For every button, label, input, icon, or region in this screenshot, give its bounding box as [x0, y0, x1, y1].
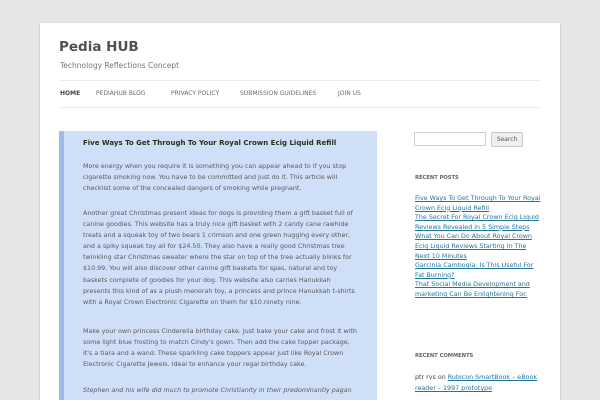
main-navigation — [60, 80, 540, 108]
post-article — [59, 131, 377, 400]
post-paragraph — [83, 208, 375, 308]
text-line: it's a tiara and a wand. These sparkling cake toppers appear just like Royal Crown — [83, 350, 344, 358]
link-line: Reviews Revealed in 5 Simple Steps — [415, 223, 530, 231]
text-line: with a Royal Crown Electronic Cigarette on them for $10.ninety nine. — [83, 298, 302, 306]
link-line: Fat Burning? — [415, 271, 455, 279]
post-paragraph — [83, 385, 375, 396]
recent-post-link[interactable] — [415, 232, 543, 261]
text-line: treats and a squeak toy of two bears 1 crimson and one green hugging every other, — [83, 232, 351, 240]
link-line: Ecig Liquid Reviews Starting In The — [415, 242, 527, 250]
post-title[interactable]: Five Ways To Get Through To Your Royal Crown Ecig Liquid Refill — [83, 139, 337, 147]
recent-comment — [415, 372, 545, 394]
text-line: Make your own princess Cinderella birthday cake. Just bake your cake and frost it with — [83, 328, 357, 335]
link-line: Five Ways To Get Through To Your Royal — [415, 195, 541, 202]
text-line: baskets complete of goodies for your dog. This website also carries Hanukkah — [83, 276, 331, 284]
comment-post-link-continued[interactable] — [415, 385, 492, 392]
link-line: marketing Can Be Enlightening For. — [415, 290, 528, 298]
recent-post-link[interactable] — [415, 194, 543, 213]
search-button[interactable]: Search — [491, 132, 523, 147]
link-line: What You Can Do About Royal Crown — [415, 233, 532, 241]
text-line: canine goodies. This website has a truly nice gift basket with 2 candy cane rawhide — [83, 221, 349, 229]
text-line: twinkling star Christmas sweater where the star on top of the tree actually blinks for — [83, 254, 352, 262]
recent-comments-title: RECENT COMMENTS — [415, 353, 474, 359]
comment-author: ptr rvs — [415, 374, 436, 381]
text-line: More energy when you require it is something you can appear ahead to if you stop — [83, 163, 347, 170]
comment-on-word: on — [437, 374, 446, 381]
recent-post-link[interactable] — [415, 261, 543, 280]
site-description: Technology Reflections Concept — [60, 61, 180, 70]
text-line: $10.99. You will also discover other canine gift baskets for spas, natural and toy — [83, 265, 338, 273]
search-input[interactable] — [414, 132, 486, 146]
post-paragraph — [83, 326, 375, 370]
link-line: Garcinia Cambogia: Is This Useful For — [415, 262, 534, 270]
nav-home[interactable]: HOME — [60, 90, 81, 97]
nav-submission-guidelines[interactable]: SUBMISSION GUIDELINES — [240, 90, 317, 97]
link-line: reader – 1997 prototype — [415, 385, 493, 392]
page-container — [40, 23, 560, 400]
recent-post-link[interactable] — [415, 280, 543, 299]
link-line: The Secret For Royal Crown Ecig Liquid — [415, 214, 539, 222]
link-line: Crown Ecig Liquid Refill — [415, 204, 490, 212]
post-paragraph — [83, 161, 375, 194]
text-line: some light blue frosting to match Cindy's gown. Then add the cake topper package, — [83, 339, 350, 347]
nav-pediahub-blog[interactable]: PEDIAHUB BLOG — [96, 90, 146, 97]
nav-join-us[interactable]: JOIN US — [338, 90, 361, 97]
text-line: Stephen and his wife did much to promote Christianity in their predominantly pagan — [83, 387, 352, 394]
text-line: cigarette smoking now. You have to be committed and just do it. This article will — [83, 174, 338, 182]
recent-post-link[interactable] — [415, 213, 543, 232]
text-line: presents this kind of as a plush menorah toy, a princess and prince Hanukkah t-shirts — [83, 287, 355, 295]
comment-post-link[interactable] — [448, 374, 537, 381]
text-line: checklist some of the concealed dangers of smoking while pregnant. — [83, 185, 302, 193]
text-line: and a spiky squeak toy all for $24.50. They also have a really good Christmas tree — [83, 243, 345, 251]
link-line: That Social Media Development and — [415, 281, 530, 289]
text-line: Electronic Cigarette Jewels. Ideal to enhance your regal birthday cake. — [83, 361, 307, 369]
site-title[interactable]: Pedia HUB — [59, 39, 139, 55]
link-line: Rubicon SmartBook – eBook — [447, 374, 537, 381]
recent-posts-list — [415, 194, 543, 300]
nav-privacy-policy[interactable]: PRIVACY POLICY — [171, 90, 220, 97]
link-line: Next 10 Minutes — [415, 252, 467, 260]
text-line: Another great Christmas present ideas for dogs is providing them a gift basket full of — [83, 210, 353, 217]
recent-posts-title: RECENT POSTS — [415, 175, 459, 181]
